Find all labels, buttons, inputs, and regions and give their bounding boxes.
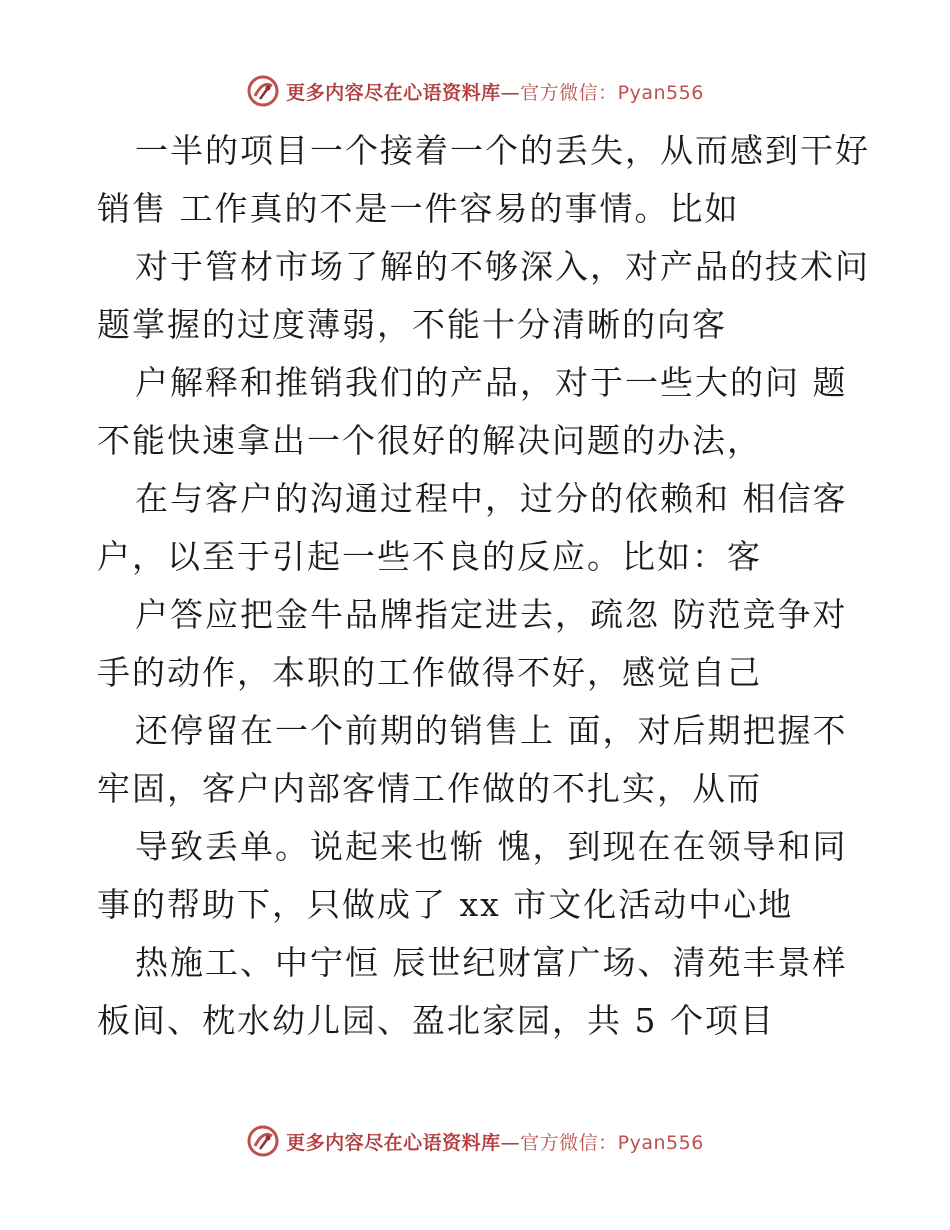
banner-suffix: 官方微信：Pyan556 <box>520 81 704 104</box>
banner-text <box>286 78 704 105</box>
paragraph-line-1: 在与客户的沟通过程中，过分的依赖和 相信客 <box>135 479 848 518</box>
paragraph-line-1: 还停留在一个前期的销售上 面，对后期把握不 <box>135 711 848 750</box>
banner-main: 更多内容尽在心语资料库 <box>286 81 501 104</box>
logo-icon <box>246 1124 280 1158</box>
paragraph-line-1: 户答应把金牛品牌指定进去，疏忽 防范竞争对 <box>135 595 848 634</box>
footer-banner <box>0 1121 950 1161</box>
banner-dash: — <box>500 1131 521 1154</box>
paragraph <box>97 934 857 1050</box>
paragraph-line-2: 手的动作，本职的工作做得不好，感觉自己 <box>97 653 762 692</box>
paragraph-line-2: 户，以至于引起一些不良的反应。比如：客 <box>97 537 762 576</box>
paragraph <box>97 238 870 354</box>
paragraph-line-2: 不能快速拿出一个很好的解决问题的办法， <box>97 421 762 460</box>
paragraph <box>97 354 857 470</box>
paragraph-line-1: 热施工、中宁恒 辰世纪财富广场、清苑丰景样 <box>135 943 848 982</box>
paragraph <box>97 702 857 818</box>
document-body <box>97 122 870 1050</box>
paragraph <box>97 818 857 934</box>
banner-suffix: 官方微信：Pyan556 <box>520 1131 704 1154</box>
paragraph-line-1: 户解释和推销我们的产品，对于一些大的问 题 <box>135 363 848 402</box>
paragraph-line-2: 题掌握的过度薄弱，不能十分清晰的向客 <box>97 305 727 344</box>
banner-main: 更多内容尽在心语资料库 <box>286 1131 501 1154</box>
paragraph-line-1: 一半的项目一个接着一个的丢失，从而感到干好 <box>135 131 870 170</box>
paragraph-line-2: 销售 工作真的不是一件容易的事情。比如 <box>97 189 740 228</box>
banner-text <box>286 1128 704 1155</box>
paragraph <box>97 122 870 238</box>
paragraph-line-2: 牢固，客户内部客情工作做的不扎实，从而 <box>97 769 762 808</box>
paragraph-line-2: 事的帮助下，只做成了 xx 市文化活动中心地 <box>97 885 794 924</box>
paragraph-line-2: 板间、枕水幼儿园、盈北家园，共 5 个项目 <box>97 1001 775 1040</box>
paragraph <box>97 586 857 702</box>
paragraph-line-1: 对于管材市场了解的不够深入，对产品的技术问 <box>135 247 870 286</box>
paragraph <box>97 470 857 586</box>
banner-dash: — <box>500 81 521 104</box>
logo-icon <box>246 74 280 108</box>
banner-inner <box>246 1124 704 1158</box>
header-banner <box>0 71 950 111</box>
banner-inner <box>246 74 704 108</box>
paragraph-line-1: 导致丢单。说起来也惭 愧，到现在在领导和同 <box>135 827 848 866</box>
